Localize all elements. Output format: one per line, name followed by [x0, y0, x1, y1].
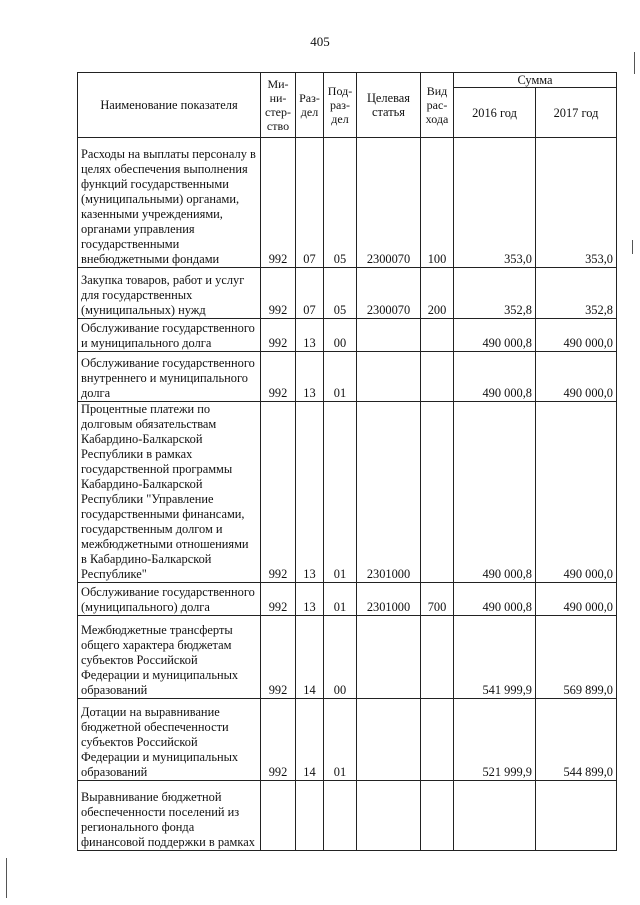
- row-expense-type: 100: [421, 138, 454, 268]
- row-sum-2017: 352,8: [536, 268, 617, 319]
- row-expense-type: [421, 616, 454, 699]
- row-ministry: 992: [261, 402, 296, 583]
- table-row: [78, 616, 617, 699]
- row-sum-2017: 544 899,0: [536, 699, 617, 781]
- table-row: [78, 268, 617, 319]
- row-ministry: 992: [261, 138, 296, 268]
- table-row: [78, 138, 617, 268]
- row-target-article: 2300070: [357, 138, 421, 268]
- row-name: Дотации на выравнивание бюджетной обеспеченности субъектов Российской Федерации и муниципальных образований: [78, 699, 261, 781]
- table-row: [78, 699, 617, 781]
- row-ministry: 992: [261, 268, 296, 319]
- row-subsection: 01: [324, 352, 357, 402]
- row-sum-2017: 490 000,0: [536, 352, 617, 402]
- row-section: 13: [296, 319, 324, 352]
- row-section: 07: [296, 138, 324, 268]
- header-ministry: Ми- ни- стер- ство: [261, 73, 296, 138]
- row-section: 13: [296, 352, 324, 402]
- row-subsection: 01: [324, 583, 357, 616]
- row-target-article: 2301000: [357, 583, 421, 616]
- scan-margin-mark: [634, 52, 635, 74]
- row-section: 13: [296, 402, 324, 583]
- row-sum-2016: 521 999,9: [454, 699, 536, 781]
- row-subsection: 00: [324, 319, 357, 352]
- row-name: Закупка товаров, работ и услуг для государственных (муниципальных) нужд: [78, 268, 261, 319]
- row-sum-2017: 490 000,0: [536, 402, 617, 583]
- row-subsection: 01: [324, 699, 357, 781]
- header-target-article: Целевая статья: [357, 73, 421, 138]
- scan-margin-mark: [632, 240, 633, 254]
- row-name: Расходы на выплаты персоналу в целях обеспечения выполнения функций государственными (муниципальными) органами, казенными учреждениями, органами управления государственными внебюджетными фондами: [78, 138, 261, 268]
- row-name: Обслуживание государственного и муниципального долга: [78, 319, 261, 352]
- table-row: [78, 352, 617, 402]
- row-section: 14: [296, 616, 324, 699]
- row-expense-type: 700: [421, 583, 454, 616]
- row-expense-type: 200: [421, 268, 454, 319]
- header-expense-type: Вид рас- хода: [421, 73, 454, 138]
- row-sum-2017: 569 899,0: [536, 616, 617, 699]
- row-subsection: 05: [324, 138, 357, 268]
- row-sum-2017: 490 000,0: [536, 319, 617, 352]
- table-row: [78, 319, 617, 352]
- row-target-article: [357, 699, 421, 781]
- row-sum-2016: 353,0: [454, 138, 536, 268]
- row-sum-2017: [536, 781, 617, 851]
- row-sum-2016: 490 000,8: [454, 319, 536, 352]
- row-ministry: 992: [261, 699, 296, 781]
- row-ministry: 992: [261, 319, 296, 352]
- table-body: [78, 138, 617, 851]
- row-expense-type: [421, 699, 454, 781]
- row-sum-2016: [454, 781, 536, 851]
- row-subsection: [324, 781, 357, 851]
- row-name: Обслуживание государственного внутреннего и муниципального долга: [78, 352, 261, 402]
- budget-table: [77, 72, 617, 851]
- row-ministry: 992: [261, 583, 296, 616]
- table-row: [78, 583, 617, 616]
- row-name: Выравнивание бюджетной обеспеченности поселений из регионального фонда финансовой поддержки в рамках: [78, 781, 261, 851]
- row-section: 14: [296, 699, 324, 781]
- row-name: Межбюджетные трансферты общего характера бюджетам субъектов Российской Федерации и муниципальных образований: [78, 616, 261, 699]
- header-year-2016: 2016 год: [454, 88, 536, 138]
- header-section: Раз- дел: [296, 73, 324, 138]
- row-name: Процентные платежи по долговым обязательствам Кабардино-Балкарской Республики в рамках государственной программы Кабардино-Балкарской Республики "Управление государственными финансами, государственным долгом и межбюджетными отношениями в Кабардино-Балкарской Республике": [78, 402, 261, 583]
- row-section: 07: [296, 268, 324, 319]
- header-sum: Сумма: [454, 73, 617, 88]
- row-subsection: 00: [324, 616, 357, 699]
- row-expense-type: [421, 402, 454, 583]
- row-sum-2016: 490 000,8: [454, 583, 536, 616]
- header-year-2017: 2017 год: [536, 88, 617, 138]
- row-ministry: [261, 781, 296, 851]
- row-expense-type: [421, 352, 454, 402]
- row-expense-type: [421, 781, 454, 851]
- row-section: [296, 781, 324, 851]
- row-target-article: [357, 352, 421, 402]
- row-sum-2017: 353,0: [536, 138, 617, 268]
- row-expense-type: [421, 319, 454, 352]
- row-target-article: 2300070: [357, 268, 421, 319]
- row-subsection: 01: [324, 402, 357, 583]
- row-ministry: 992: [261, 616, 296, 699]
- table-row: [78, 781, 617, 851]
- row-sum-2017: 490 000,0: [536, 583, 617, 616]
- scan-margin-mark: [6, 858, 7, 898]
- header-name: Наименование показателя: [78, 73, 261, 138]
- table-row: [78, 402, 617, 583]
- row-subsection: 05: [324, 268, 357, 319]
- page-number: 405: [310, 34, 330, 49]
- row-sum-2016: 490 000,8: [454, 352, 536, 402]
- row-ministry: 992: [261, 352, 296, 402]
- row-target-article: [357, 319, 421, 352]
- row-target-article: 2301000: [357, 402, 421, 583]
- row-target-article: [357, 781, 421, 851]
- row-target-article: [357, 616, 421, 699]
- header-subsection: Под- раз- дел: [324, 73, 357, 138]
- row-name: Обслуживание государственного (муниципального) долга: [78, 583, 261, 616]
- row-sum-2016: 352,8: [454, 268, 536, 319]
- row-sum-2016: 541 999,9: [454, 616, 536, 699]
- row-section: 13: [296, 583, 324, 616]
- row-sum-2016: 490 000,8: [454, 402, 536, 583]
